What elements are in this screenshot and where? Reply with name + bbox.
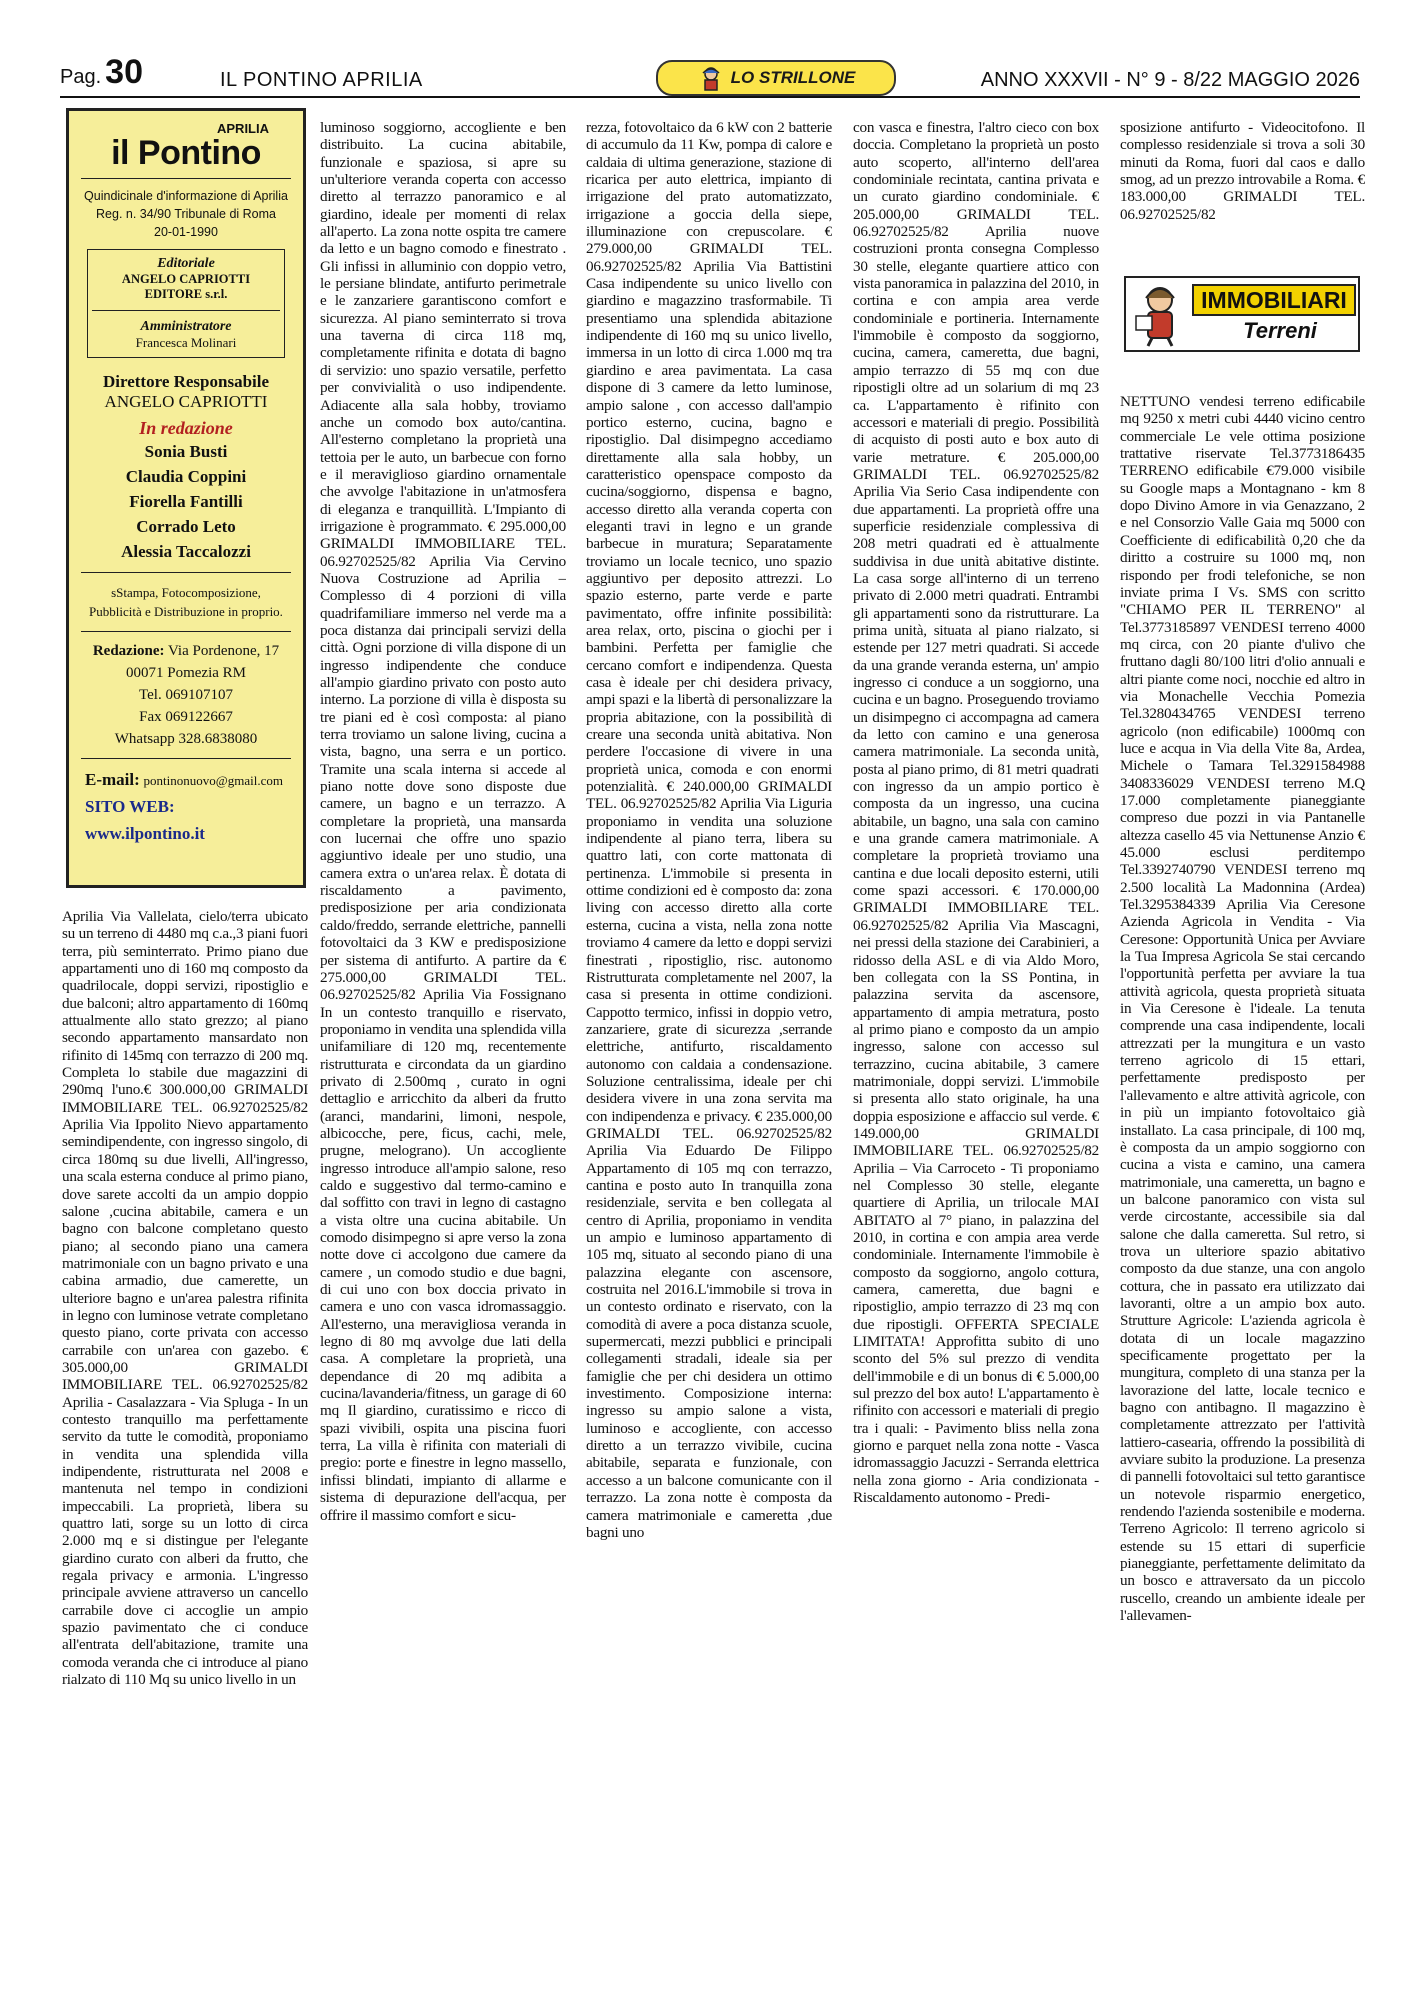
column-4 — [853, 119, 1099, 1981]
staff-name: Claudia Coppini — [125, 467, 247, 486]
admin-name: Francesca Molinari — [135, 335, 237, 350]
address-city: 00071 Pomezia RM — [126, 665, 246, 681]
banner-subtitle: Terreni — [1243, 318, 1317, 343]
masthead-subtitle-2: Reg. n. 34/90 Tribunale di Roma — [96, 207, 276, 221]
masthead-subtitle-3: 20-01-1990 — [154, 225, 218, 239]
printing-info: sStampa, Fotocomposizione, Pubblicità e Distribuzione in proprio. — [89, 585, 283, 619]
ad-text: luminoso soggiorno, accogliente e ben distribuito. La cucina abitabile, funzionale e spaziosa, si apre su un'ulteriore veranda coperta con accesso diretto al terrazzo panoramico e al giardino, ideale per momenti di relax all'aperto. La zona notte ospita tre camere da letto e un bagno comodo e finestrato . Gli infissi in alluminio con doppio vetro, le persiane blindate, antifurto perimetrale e le zanzariere garantiscono comfort e sicurezza. Al piano seminterrato si trova una taverna di circa 118 mq, completamente rifinita e dotata di bagno di servizio: uno spazio versatile, perfetto per convivialità o uso indipendente. Adiacente alla sala hobby, troviamo anche un comodo box auto/cantina. All'esterno completano la proprietà una tettoia per le auto, un barbecue con forno e il meraviglioso giardino ornamentale che avvolge l'abitazione in un'atmosfera di eleganza e tranquillità. L'Impianto di irrigazione è programmato. € 295.000,00 GRIMALDI IMMOBILIARE TEL. 06.92702525/82 Aprilia Via Cervino Nuova Costruzione ad Aprilia – Complesso di 4 porzioni di villa quadrifamiliare immerso nel verde ma a poca distanza dai principali servizi della città. Ogni porzione di villa dispone di un ingresso indipendente che conduce all'ampio giardino privato con posto auto interno. La porzione di villa è disposta su tre piani ed è così composta: al piano terra troviamo un salone living, cucina a vista, bagno, una serra e un portico. Tramite una scala interna si accede al piano notte dove sono disposte due camere, un bagno e un terrazzo. A completare la proprietà, una mansarda con lucernai che offre uno spazio aggiuntivo ideale per uno studio, una camera extra o un'area relax. È dotata di riscaldamento a pavimento, predisposizione per aria condizionata caldo/freddo, serrande elettriche, pannelli fotovoltaici da 3 KW e predisposizione per sistema di antifurto. A partire da € 275.000,00 GRIMALDI TEL. 06.92702525/82 Aprilia Via Fossignano In un contesto tranquillo e riservato, proponiamo in vendita una splendida villa unifamiliare di 120 mq, recentemente ristrutturata e circondata da un giardino privato di 2.500mq , curato in ogni dettaglio e arricchito da alberi da frutto (aranci, mandarini, limoni, nespole, albicocche, pere, ficus, cachi, mele, prugne, melograno). Un accogliente ingresso introduce all'ampio salone, reso caldo e suggestivo dal termo-camino e dal soffitto con travi in legno di castagno a vista oltre una cucina abitabile. Un comodo disimpegno si apre verso la zona notte dove ci accolgono due camere da camere , un comodo studio e due bagni, di cui uno con box doccia privato in camera e uno con vasca idromassaggio. All'esterno, una meravigliosa veranda in legno di 80 mq avvolge due lati della casa. A completare la proprietà, una dependance di 20 mq adibita a cucina/lavanderia/fitness, un garage di 60 mq Il giardino, curatissimo e ricco di spazi vivibili, ospita una piscina fuori terra, La villa è rifinita con materiali di pregio: porte e finestre in legno massello, infissi blindati, impianto di allarme e sistema di depurazione dell'acqua, per offrire il massimo comfort e sicu- — [320, 119, 566, 1524]
ad-text: sposizione antifurto - Videocitofono. Il complesso residenziale si trova a soli 30 minuti da Roma, fuori dal caos e dallo smog, ad un prezzo introvabile a Roma. € 183.000,00 GRIMALDI TEL. 06.92702525/82 — [1120, 119, 1365, 223]
admin-label: Amministratore — [140, 319, 232, 334]
masthead-divider — [81, 572, 291, 573]
ad-text: rezza, fotovoltaico da 6 kW con 2 batterie di accumulo da 11 Kw, pompa di calore e caldaia di ultima generazione, stazione di ricarica per auto elettrica, impianto di irrigazione del prato automatizzato, irrigazione a goccia della siepe, illuminazione con crepuscolare. € 279.000,00 GRIMALDI TEL. 06.92702525/82 Aprilia Via Battistini Casa indipendente su unico livello con giardino e magazzino trasformabile. Ti presentiamo una splendida abitazione indipendente di 160 mq su unico livello, immersa in un lotto di circa 1.000 mq tra giardino e area pavimentata. La casa dispone di 3 camere da letto luminose, ampio salone , con accesso dall'ampio portico esterno, cucina, bagno e ripostiglio. Dal disimpegno accediamo direttamente alla sala hobby, un caratteristico openspace composto da cucina/soggiorno, dispensa e bagno, accesso diretto alla veranda coperta con eleganti travi in legno e un grande barbecue in muratura; Separatamente troviamo un locale tecnico, uno spazio aggiuntivo per deposito attrezzi. Lo spazio esterno, parte verde e parte pavimentato, offre infinite possibilità: area relax, orto, piscina o giochi per i bambini. Perfetta per famiglie che cercano comfort e indipendenza. Questa casa è ideale per chi desidera privacy, ampi spazi e la libertà di personalizzare la propria abitazione, con la possibilità di creare una seconda unità abitativa. Non perdere l'occasione di vivere in una proprietà unica, comoda e con enormi potenzialità. € 240.000,00 GRIMALDI TEL. 06.92702525/82 Aprilia Via Liguria proponiamo in vendita una soluzione indipendente al piano terra, libera su quattro lati, con corte mattonata di pertinenza. L'immobile si presenta in ottime condizioni ed è composto da: zona living con accesso diretto alla corte esterna, cucina a vista, nella zona notte troviamo 4 camere da letto e doppi servizi finestrati , ripostiglio, risc. autonomo Ristrutturata completamente nel 2007, la casa si presenta in ottime condizioni. Cappotto termico, infissi in doppio vetro, zanzariere, grate di sicurezza ,serrande elettriche, antifurto, riscaldamento autonomo con caldaia a condensazione. Soluzione centralissima, ideale per chi desidera vivere in una zona servita ma con indipendenza e privacy. € 235.000,00 GRIMALDI TEL. 06.92702525/82 Aprilia Via Eduardo De Filippo Appartamento di 105 mq con terrazzo, cantina e posto auto In tranquilla zona residenziale, servita e ben collegata al centro di Aprilia, proponiamo in vendita un ampio e luminoso appartamento di 105 mq, situato al secondo piano di una palazzina elegante con ascensore, costruita nel 2016.L'immobile si trova in un contesto ordinato e riservato, con la comodità di avere a poca distanza scuole, supermercati, mezzi pubblici e principali collegamenti stradali, ideale sia per famiglie che per chi desidera un ottimo investimento. Composizione interna: ingresso su ampio salone a vista, luminoso e accogliente, con accesso diretto a un terrazzo vivibile, cucina abitabile, separata e funzionale, con accesso a un balcone comunicante con il terrazzo. La zona notte è composta da camera matrimoniale e cameretta ,due bagni uno — [586, 119, 832, 1541]
ad-text: NETTUNO vendesi terreno edificabile mq 9250 x metri cubi 4440 vicino centro commerciale Le vele ottima posizione trattative riservate Tel.3773186435 TERRENO edificabile €79.000 visibile su Google maps a Montagnano - km 8 dopo Divino Amore in via Genazzano, 2 e nel Consorzio Valle Gaia mq 5000 con Coefficiente di edificabilità 0,20 che da diritto a costruire su 1000 mq, non rispondo per frodi telefoniche, se non inviate prima I Vs. SMS con scritto "CHIAMO PER IL TERRENO" al Tel.3773185897 VENDESI terreno 4000 mq circa, con 20 piante d'ulivo che fruttano dagli 80/100 litri d'olio annuali e altri piante come noci, nocchie ed altro in via Monachelle Vecchia Pomezia Tel.3280434765 VENDESI terreno agricolo (non edificabile) 1000mq con luce e acqua in Via della Vite 8a, Ardea, Michele o Tamara Tel.3291584988 3408336029 VENDESI terreno M.Q 17.000 completamente pianeggiante compreso due pozzi in via Pantanelle altezza casello 45 via Nettunense Anzio € 45.000 esclusi perditempo Tel.3392740790 VENDESI terreno mq 2.500 località La Madonnina (Ardea) Tel.3295384339 Aprilia Via Ceresone Azienda Agricola in Vendita - Via Ceresone: Opportunità Unica per Avviare la Tua Impresa Agricola Se stai cercando l'opportunità perfetta per avviare la tua attività agricola, questa proprietà situata in Via Ceresone è l'ideale. La tenuta comprende una casa indipendente, locali attrezzati per la mungitura e un vasto terreno agricolo di 15 ettari, perfettamente predisposto per l'allevamento e altre attività agricole, con in più un impianto fotovoltaico già installato. La casa principale, di 100 mq, è composta da un ampio soggiorno con cucina a vista e camino, una camera matrimoniale, una cameretta, un bagno e un balcone panoramico con vista sul verde circostante, accessibile sia dal salone che dalla cameretta. Sul retro, si trova un ulteriore spazio abitativo composto da due stanze, una con angolo cottura, che in passato era utilizzato dai lavoranti, oltre a un ampio box auto. Strutture Agricole: L'azienda agricola è dotata di un locale magazzino specificamente progettato per la mungitura, completo di una stanza per la lavorazione del latte, locale tecnico e bagno con antibagno. Il magazzino è completamente attrezzato per l'attività lattiero-casearia, offrendo la possibilità di avviare subito la produzione. La presenza di pannelli fotovoltaici sul tetto garantisce un notevole risparmio energetico, rendendo l'azienda sostenibile e moderna. Terreno Agricolo: Il terreno agricolo si estende su 15 ettari di superficie pianeggiante, perfettamente delimitato da un bosco e attraversato da un piccolo ruscello, creando un ambiente ideale per l'allevamen- — [1120, 393, 1365, 1625]
ad-text: Aprilia Via Vallelata, cielo/terra ubicato su un terreno di 4480 mq c.a.,3 piani fuori terra, più seminterrato. Primo piano due appartamenti uno di 160 mq composto da quadrilocale, doppi servizi, ripostiglio e due balconi; altro appartamento di 160mq attualmente allo stato grezzo; al piano secondo appartamento mansardato non rifinito di 145mq con terrazzo di 200 mq. Completa lo stabile due magazzini di 290mq l'uno.€ 300.000,00 GRIMALDI IMMOBILIARE TEL. 06.92702525/82 Aprilia Via Ippolito Nievo appartamento semindipendente, con ingresso singolo, di circa 180mq su due livelli, All'ingresso, una scala esterna conduce al primo piano, dove sarete accolti da un ampio doppio salone ,cucina abitabile, camera e un bagno con balcone completano questo piano; al secondo piano una camera matrimoniale con un bagno privato e una cabina armadio, due camerette, un ulteriore bagno e un'area palestra rifinita in legno con luminose vetrate completano questo piano, corte privata con accesso carrabile con un'area con gazebo. € 305.000,00 GRIMALDI IMMOBILIARE TEL. 06.92702525/82 Aprilia - Casalazzara - Via Spluga - In un contesto tranquillo ma perfettamente servito da tutte le comodità, proponiamo in vendita una splendida villa indipendente, ristrutturata nel 2008 e mantenuta nel tempo in condizioni impeccabili. La proprietà, libera su quattro lati, sorge su un lotto di circa 2.000 mq e si distingue per l'elegante giardino curato con alberi da frutto, che regala privacy e armonia. L'ingresso principale avviene attraverso un cancello carrabile dove ci accoglie un ampio spazio pavimentato che ci conduce all'entrata dell'abitazione, tramite una comoda veranda che ci introduce al piano rialzato di 110 Mq su unico livello in un — [62, 908, 308, 1689]
column-2 — [320, 119, 566, 1981]
masthead-divider — [81, 178, 291, 179]
masthead-town: APRILIA — [217, 121, 269, 136]
whatsapp: Whatsapp 328.6838080 — [114, 731, 258, 747]
editoriale-name: ANGELO CAPRIOTTI EDITORE s.r.l. — [121, 272, 251, 301]
issue-info: ANNO XXXVII - N° 9 - 8/22 MAGGIO 2026 — [980, 69, 1360, 91]
page-number: Pag. 30 — [60, 53, 143, 91]
masthead-title: il Pontino — [111, 134, 261, 172]
staff-list — [81, 439, 291, 564]
banner-title: IMMOBILIARI — [1192, 284, 1356, 316]
masthead-subtitle-1: Quindicinale d'informazione di Aprilia — [84, 189, 288, 203]
telephone: Tel. 069107107 — [139, 687, 233, 703]
masthead-divider — [81, 758, 291, 759]
website-line[interactable]: SITO WEB: www.ilpontino.it — [85, 797, 205, 843]
column-3 — [586, 119, 832, 1981]
header-rule — [60, 96, 1360, 98]
staff-name: Corrado Leto — [136, 517, 236, 536]
lo-strillone-logo: LO STRILLONE — [656, 60, 896, 96]
page-header — [60, 53, 1360, 100]
cartoon-mascot-icon — [1130, 282, 1190, 348]
column-5 — [1120, 119, 1365, 1981]
director-name: ANGELO CAPRIOTTI — [104, 392, 268, 411]
redazione-label: In redazione — [139, 418, 233, 438]
staff-name: Sonia Busti — [144, 442, 228, 461]
masthead-box — [66, 108, 306, 888]
email-line[interactable]: E-mail: pontinonuovo@gmail.com — [85, 770, 283, 789]
fax: Fax 069122667 — [139, 709, 233, 725]
editor-box — [87, 249, 285, 358]
editoriale-label: Editoriale — [157, 256, 215, 271]
column-1 — [62, 908, 308, 1980]
newsboy-icon — [697, 65, 725, 91]
masthead-divider — [81, 631, 291, 632]
paper-name: IL PONTINO APRILIA — [220, 69, 423, 91]
immobiliari-terreni-banner — [1124, 276, 1360, 352]
ad-text: con vasca e finestra, l'altro cieco con box doccia. Completano la proprietà un posto auto scoperto, all'interno dell'area condominiale recintata, cantina privata e un curato giardino condominiale. € 205.000,00 GRIMALDI TEL. 06.92702525/82 Aprilia nuove costruzioni pronta consegna Complesso 30 stelle, elegante quartiere attico con vista panoramica in palazzina del 2010, in cortina e con ampia area verde condominiale e portineria. Internamente l'immobile è composto da soggiorno, cucina, camera, cameretta, due bagni, ampio terrazzo di 55 mq con due ripostigli oltre ad un solarium di mq 23 ca. L'appartamento è rifinito con accessori e materiali di pregio. Possibilità di acquisto di posti auto e box auto di varie metrature. € 205.000,00 GRIMALDI TEL. 06.92702525/82 Aprilia Via Serio Casa indipendente con due appartamenti. La proprietà offre una superficie residenziale complessiva di 208 metri quadrati ed è attualmente suddivisa in due unità abitative distinte. La casa sorge all'interno di un terreno privato di 2.000 metri quadrati. Entrambi gli appartamenti sono da ristrutturare. La prima unità, situata al piano rialzato, si estende per 127 metri quadrati. Si accede da una grande veranda esterna, un' ampio ingresso ci conduce a un soggiorno, una cucina e un bagno. Proseguendo troviamo un disimpegno ci accompagna ad camera da letto con camino e una generosa camera matrimoniale. La seconda unità, posta al piano primo, di 81 metri quadrati con ingresso da un ampio portico è composta da un ingresso, una cucina abitabile, un bagno, una sala con camino e una grande camera matrimoniale. A completare la proprietà troviamo una cantina e due locali deposito esterni, utili come spazi accessori. € 170.000,00 GRIMALDI IMMOBILIARE TEL. 06.92702525/82 Aprilia Via Mascagni, nei pressi della stazione dei Carabinieri, a ridosso della ASL e di via Aldo Moro, ben collegata con la SS Pontina, in palazzina servita da ascensore, appartamento di ampia metratura, posto al primo piano e composto da un ampio ingresso, salone con accesso sul terrazzino, cucina abitabile, 3 camere matrimoniale, doppi servizi. L'immobile si presenta allo stato originale, ha una doppia esposizione e affaccio sul verde. € 149.000,00 GRIMALDI IMMOBILIARE TEL. 06.92702525/82 Aprilia – Via Carroceto - Ti proponiamo nel Complesso 30 stelle, elegante quartiere di Aprilia, un trilocale MAI ABITATO al 7° piano, in palazzina del 2010, in cortina e con ampia area verde condominiale. Internamente l'immobile è composto da soggiorno, angolo cottura, camera, cameretta, due bagni e ripostiglio, ampio terrazzo di 23 mq con due ripostigli. OFFERTA SPECIALE LIMITATA! Approfitta subito di uno sconto del 5% sul prezzo di vendita dell'immobile e di un bonus di € 5.000,00 sul prezzo del box auto! L'appartamento è rifinito con accessori e materiali di pregio tra i quali: - Pavimento bliss nella zona giorno e parquet nella zona notte - Vasca idromassaggio Jacuzzi - Serranda elettrica nella zona giorno - Aria condizionata - Riscaldamento autonomo - Predi- — [853, 119, 1099, 1507]
editor-divider — [92, 310, 280, 311]
director-label: Direttore Responsabile — [102, 372, 270, 391]
staff-name: Fiorella Fantilli — [129, 492, 243, 511]
redazione-address: Redazione: Via Pordenone, 17 — [92, 643, 280, 659]
staff-name: Alessia Taccalozzi — [121, 542, 251, 561]
